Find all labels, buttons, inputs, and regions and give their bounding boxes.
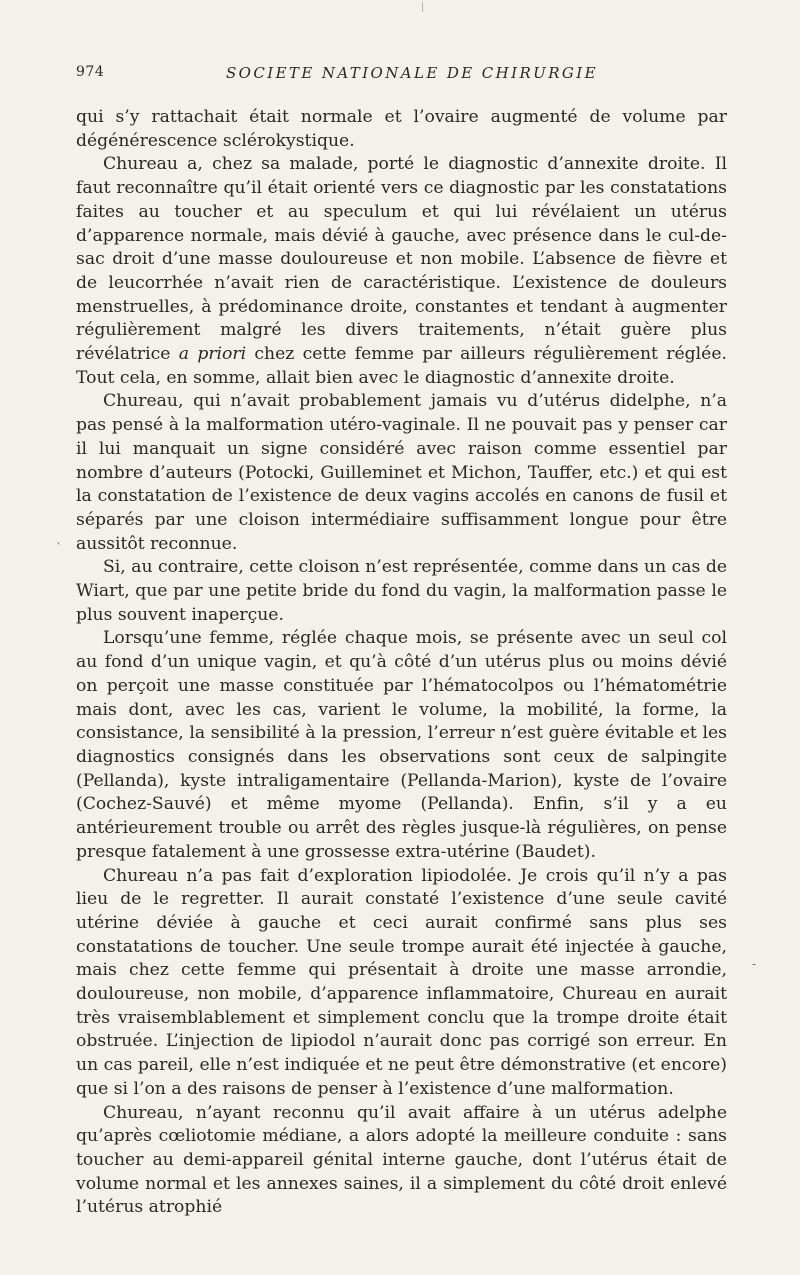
body-text: [76, 106, 727, 1220]
text-run: Lorsqu’une femme, réglée chaque mois, se présente avec un seul col au fond d’un unique vagin, et qu’à côté d’un utérus plus ou moins dévié on perçoit une masse constituée par l’hématocolpos ou l’hématométrie mais dont, avec les cas, varient le volume, la mobilité, la forme, la consistance, la sensibilité à la pression, l’erreur n’est guère évitable et les diagnostics consignés dans les observations sont ceux de salpingite (Pellanda), kyste intraligamentaire (Pellanda-Marion), kyste de l’ovaire (Cochez-Sauvé) et même myome (Pellanda). Enfin, s’il y a eu antérieurement trouble ou arrêt des règles jusque-là régulières, on pense presque fatalement à une grossesse extra-utérine (Baudet).: [76, 628, 727, 862]
page-number: 974: [76, 64, 105, 80]
scan-blemish: [422, 2, 423, 12]
paragraph: [76, 106, 727, 153]
margin-tick-mark: `: [56, 541, 62, 555]
paragraph: [76, 865, 727, 1102]
paragraph: [76, 556, 727, 627]
running-head: SOCIETE NATIONALE DE CHIRURGIE: [226, 64, 598, 82]
paragraph: [76, 1102, 727, 1221]
margin-tick-mark: -: [752, 957, 757, 971]
text-run: Chureau, qui n’avait probablement jamais vu d’utérus didelphe, n’a pas pensé à la malformation utéro-vaginale. Il ne pouvait pas y penser car il lui manquait un signe considéré avec raison comme essentiel par nombre d’auteurs (Potocki, Guilleminet et Michon, Tauffer, etc.) et qui est la constatation de l’existence de deux vagins accolés en canons de fusil et séparés par une cloison intermédiaire suffisamment longue pour être aussitôt reconnue.: [76, 391, 727, 554]
text-run: Chureau n’a pas fait d’exploration lipiodolée. Je crois qu’il n’y a pas lieu de le regretter. Il aurait constaté l’existence d’une seule cavité utérine déviée à gauche et ceci aurait confirmé sans plus ses constatations de toucher. Une seule trompe aurait été injectée à gauche, mais chez cette femme qui présentait à droite une masse arrondie, douloureuse, non mobile, d’apparence inflammatoire, Chureau en aurait très vraisemblablement et simplement conclu que la trompe droite était obstruée. L’injection de lipiodol n’aurait donc pas corrigé son erreur. En un cas pareil, elle n’est indiquée et ne peut être démonstrative (et encore) que si l’on a des raisons de penser à l’existence d’une malformation.: [76, 865, 727, 1099]
text-run: chez cette femme par ailleurs régulièrement réglée. Tout cela, en somme, allait bien avec le diagnostic d’annexite droite.: [76, 344, 727, 388]
text-run: Chureau a, chez sa malade, porté le diagnostic d’annexite droite. Il faut reconnaître qu’il était orienté vers ce diagnostic par les constatations faites au toucher et au speculum et qui lui révélaient un utérus d’apparence normale, mais dévié à gauche, avec présence dans le cul-de-sac droit d’une masse douloureuse et non mobile. L’absence de fièvre et de leucorrhée n’avait rien de caractéristique. L’existence de douleurs menstruelles, à prédominance droite, constantes et tendant à augmenter régulièrement malgré les divers traitements, n’était guère plus révélatrice: [76, 154, 727, 365]
paragraph: [76, 153, 727, 390]
paragraph: [76, 390, 727, 556]
paragraph: [76, 627, 727, 864]
text-run: qui s’y rattachait était normale et l’ovaire augmenté de volume par dégénérescence sclérokystique.: [76, 107, 727, 151]
italic-text-run: a priori: [178, 344, 247, 365]
text-run: Si, au contraire, cette cloison n’est représentée, comme dans un cas de Wiart, que par une petite bride du fond du vagin, la malformation passe le plus souvent inaperçue.: [76, 557, 727, 625]
text-run: Chureau, n’ayant reconnu qu’il avait affaire à un utérus adelphe qu’après cœliotomie médiane, a alors adopté la meilleure conduite : sans toucher au demi-appareil génital interne gauche, dont l’utérus était de volume normal et les annexes saines, il a simplement du côté droit enlevé l’utérus atrophié: [76, 1102, 727, 1218]
page-header: [76, 64, 726, 88]
